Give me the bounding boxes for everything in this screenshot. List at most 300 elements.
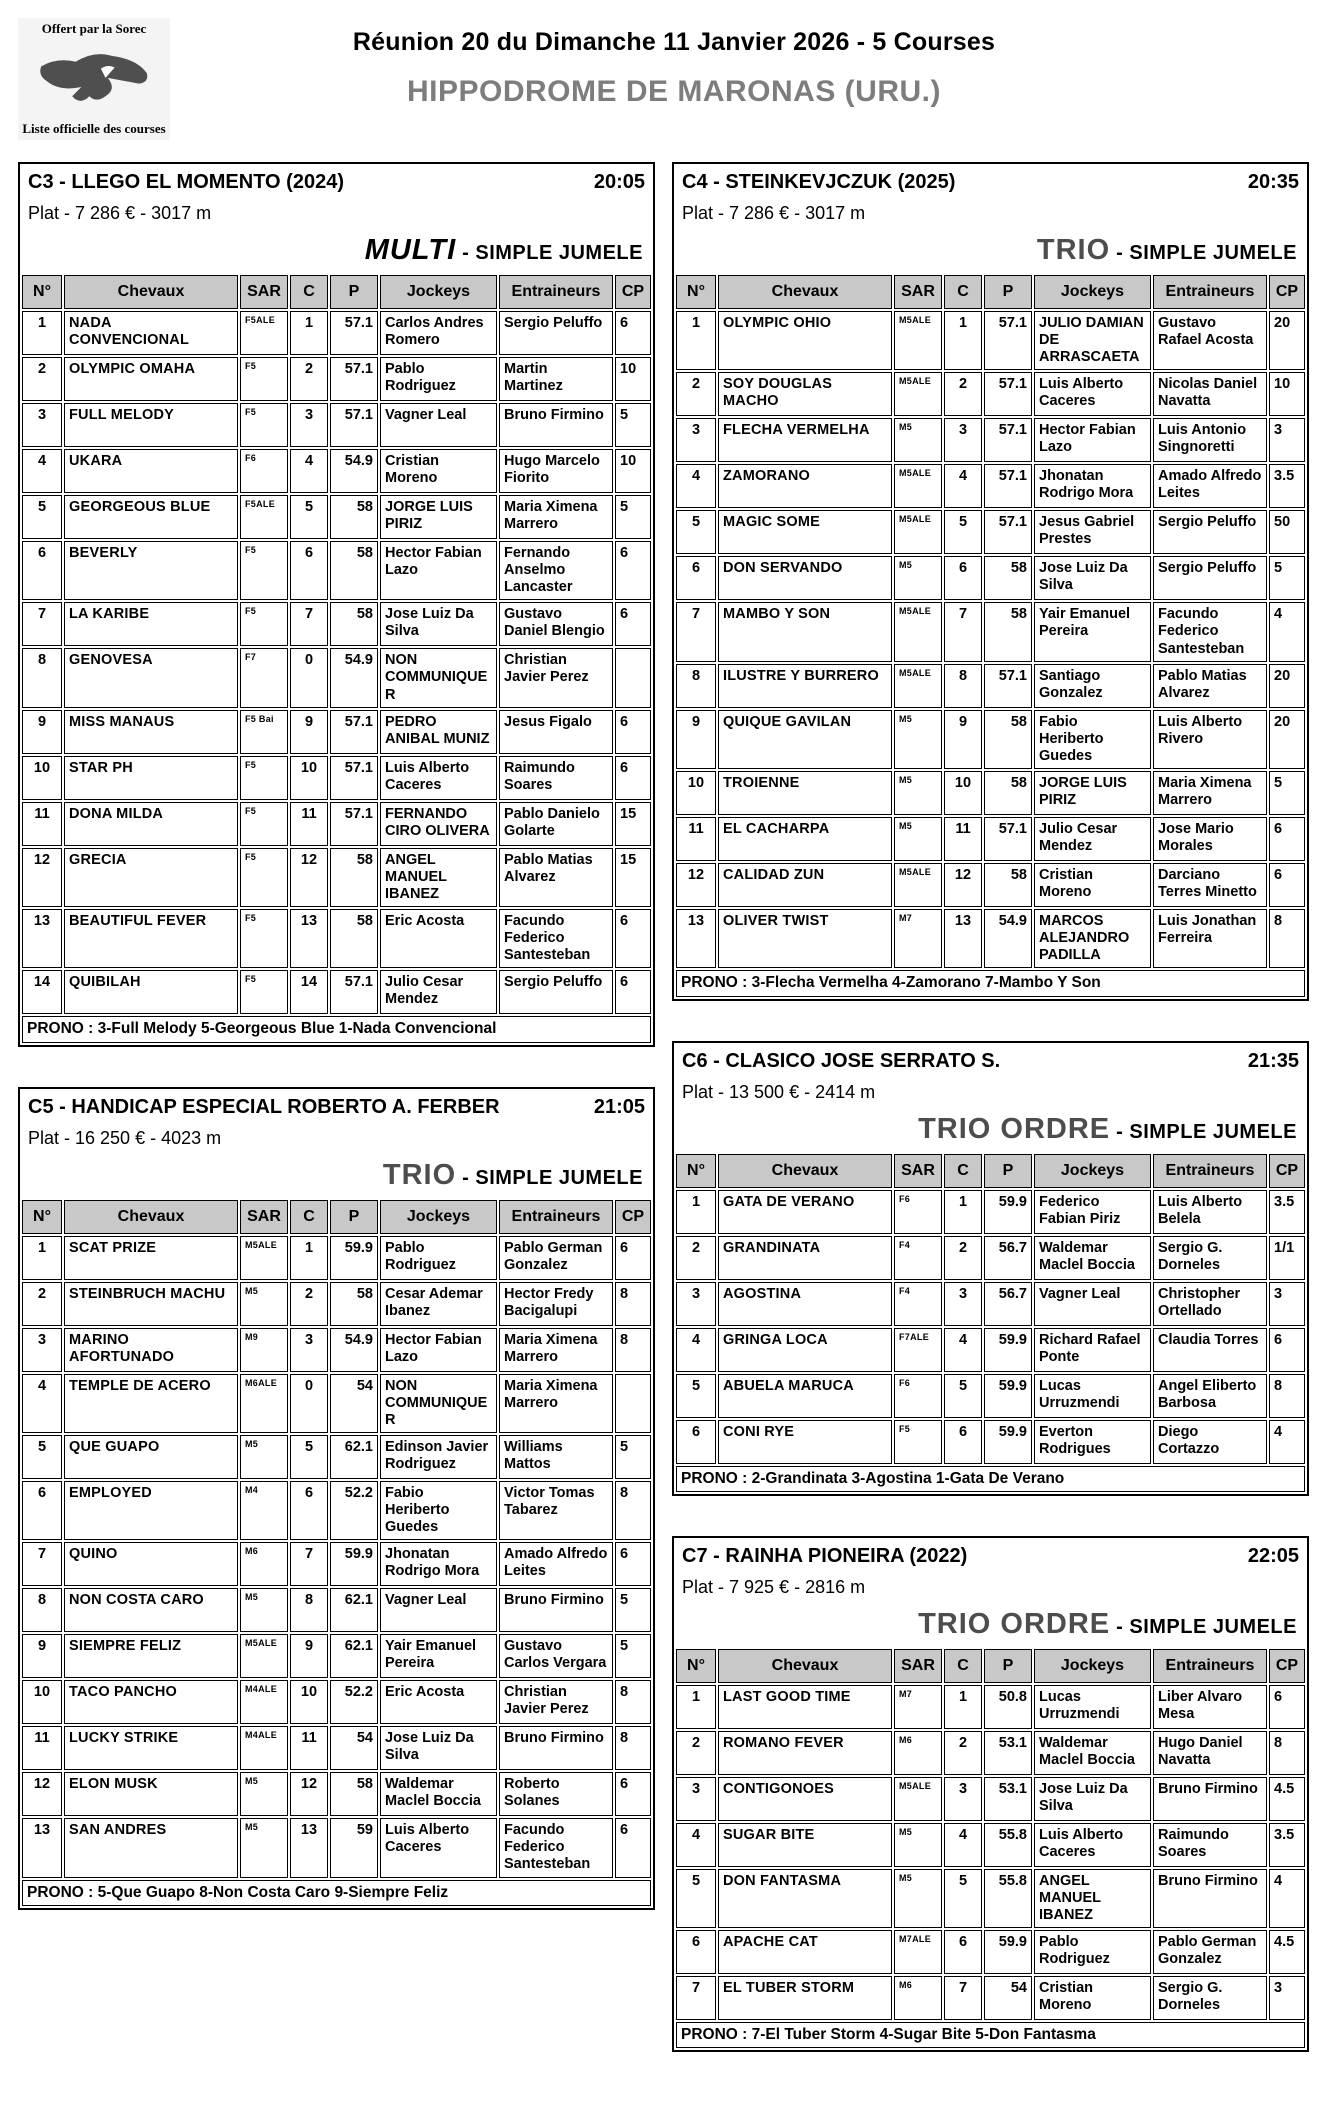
- race-conditions: Plat - 7 925 € - 2816 m: [682, 1576, 866, 1597]
- jockey-name: Jose Luiz Da Silva: [380, 602, 497, 646]
- poids: 54.9: [330, 648, 378, 707]
- poids: 58: [984, 863, 1032, 907]
- corde: 11: [944, 817, 982, 861]
- poids: 58: [330, 495, 378, 539]
- cp-value: 6: [1269, 863, 1305, 907]
- column-header-row-number: N°: [22, 1200, 62, 1234]
- column-header-poids: P: [984, 1154, 1032, 1188]
- cp-value: 3: [1269, 1282, 1305, 1326]
- race-conditions: Plat - 7 286 € - 3017 m: [28, 203, 212, 223]
- cp-value: 6: [615, 311, 651, 355]
- trainer-name: Luis Antonio Singnoretti: [1153, 418, 1267, 462]
- prono-text: PRONO : 3-Flecha Vermelha 4-Zamorano 7-Mambo Y Son: [676, 970, 1305, 996]
- corde: 11: [290, 1726, 328, 1770]
- table-row: [676, 710, 1305, 769]
- horse-name: GENOVESA: [64, 648, 238, 707]
- row-number: 13: [22, 909, 62, 968]
- race-time: 21:35: [1247, 1049, 1299, 1072]
- corde: 6: [290, 1481, 328, 1540]
- sar-code: M5ALE: [894, 863, 942, 907]
- horse-name: QUIBILAH: [64, 970, 238, 1014]
- corde: 12: [290, 848, 328, 907]
- jockey-name: PEDRO ANIBAL MUNIZ: [380, 710, 497, 754]
- row-number: 6: [22, 1481, 62, 1540]
- bet-suffix-label: - SIMPLE JUMELE: [1116, 242, 1297, 264]
- column-header-sar-code: SAR: [240, 275, 288, 309]
- poids: 50.8: [984, 1685, 1032, 1729]
- trainer-name: Facundo Federico Santesteban: [1153, 602, 1267, 661]
- corde: 9: [290, 710, 328, 754]
- corde: 4: [944, 1823, 982, 1867]
- trainer-name: Sergio Peluffo: [1153, 556, 1267, 600]
- table-row: [676, 510, 1305, 554]
- row-number: 13: [22, 1818, 62, 1877]
- poids: 52.2: [330, 1481, 378, 1540]
- sar-code: M7: [894, 1685, 942, 1729]
- bet-line: [682, 1608, 1297, 1641]
- trainer-name: Victor Tomas Tabarez: [499, 1481, 613, 1540]
- cp-value: 20: [1269, 710, 1305, 769]
- cp-value: 3.5: [1269, 464, 1305, 508]
- row-number: 8: [22, 648, 62, 707]
- row-number: 3: [22, 1328, 62, 1372]
- horse-name: NADA CONVENCIONAL: [64, 311, 238, 355]
- corde: 9: [944, 710, 982, 769]
- jockey-name: Vagner Leal: [380, 1588, 497, 1632]
- sar-code: M4ALE: [240, 1680, 288, 1724]
- cp-value: 6: [615, 710, 651, 754]
- column-header-trainer-name: Entraineurs: [1153, 1154, 1267, 1188]
- sar-code: M5: [240, 1282, 288, 1326]
- race-section-C7: [672, 1536, 1309, 2053]
- column-header-horse-name: Chevaux: [718, 1154, 892, 1188]
- horse-name: ELON MUSK: [64, 1772, 238, 1816]
- race-table: [20, 1198, 653, 1908]
- race-section-C6: [672, 1041, 1309, 1496]
- cp-value: 6: [615, 909, 651, 968]
- jockey-name: Vagner Leal: [1034, 1282, 1151, 1326]
- corde: 5: [944, 1374, 982, 1418]
- corde: 1: [944, 311, 982, 370]
- corde: 6: [944, 1930, 982, 1974]
- jockey-name: Cristian Moreno: [1034, 1976, 1151, 2020]
- horse-name: SOY DOUGLAS MACHO: [718, 372, 892, 416]
- race-header: [20, 164, 653, 273]
- trainer-name: Amado Alfredo Leites: [1153, 464, 1267, 508]
- trainer-name: Sergio Peluffo: [1153, 510, 1267, 554]
- table-row: [676, 464, 1305, 508]
- horse-name: OLYMPIC OMAHA: [64, 357, 238, 401]
- sar-code: M5ALE: [894, 464, 942, 508]
- horse-name: QUINO: [64, 1542, 238, 1586]
- corde: 5: [944, 510, 982, 554]
- row-number: 4: [676, 1328, 716, 1372]
- jockey-name: JULIO DAMIAN DE ARRASCAETA: [1034, 311, 1151, 370]
- table-row: [676, 1685, 1305, 1729]
- horse-name: ABUELA MARUCA: [718, 1374, 892, 1418]
- row-number: 2: [22, 1282, 62, 1326]
- table-row: [22, 1634, 651, 1678]
- horse-name: FULL MELODY: [64, 403, 238, 447]
- column-header-row-number: N°: [22, 275, 62, 309]
- trainer-name: Maria Ximena Marrero: [499, 495, 613, 539]
- table-row: [22, 357, 651, 401]
- row-number: 10: [22, 756, 62, 800]
- row-number: 9: [676, 710, 716, 769]
- table-row: [22, 1435, 651, 1479]
- corde: 2: [944, 1236, 982, 1280]
- row-number: 4: [676, 464, 716, 508]
- cp-value: 6: [615, 541, 651, 600]
- cp-value: 5: [615, 1634, 651, 1678]
- sar-code: F6: [240, 449, 288, 493]
- race-conditions: Plat - 7 286 € - 3017 m: [682, 203, 866, 223]
- table-row: [676, 1869, 1305, 1928]
- horse-name: CALIDAD ZUN: [718, 863, 892, 907]
- race-heading: C5 - HANDICAP ESPECIAL ROBERTO A. FERBER: [28, 1095, 500, 1118]
- corde: 7: [944, 1976, 982, 2020]
- sar-code: F5ALE: [240, 311, 288, 355]
- trainer-name: Liber Alvaro Mesa: [1153, 1685, 1267, 1729]
- poids: 53.1: [984, 1777, 1032, 1821]
- horse-name: STEINBRUCH MACHU: [64, 1282, 238, 1326]
- trainer-name: Sergio Peluffo: [499, 970, 613, 1014]
- horse-name: GRANDINATA: [718, 1236, 892, 1280]
- cp-value: 6: [615, 602, 651, 646]
- jockey-name: Fabio Heriberto Guedes: [380, 1481, 497, 1540]
- sar-code: M6: [240, 1542, 288, 1586]
- cp-value: 6: [615, 756, 651, 800]
- sar-code: F5: [240, 802, 288, 846]
- jockey-name: Julio Cesar Mendez: [1034, 817, 1151, 861]
- jockey-name: FERNANDO CIRO OLIVERA: [380, 802, 497, 846]
- jockey-name: Vagner Leal: [380, 403, 497, 447]
- horse-name: MISS MANAUS: [64, 710, 238, 754]
- corde: 10: [290, 1680, 328, 1724]
- table-row: [22, 848, 651, 907]
- table-header-row: [676, 1649, 1305, 1683]
- table-row: [676, 372, 1305, 416]
- sar-code: F5: [240, 970, 288, 1014]
- trainer-name: Maria Ximena Marrero: [499, 1328, 613, 1372]
- table-row: [676, 1823, 1305, 1867]
- corde: 7: [290, 602, 328, 646]
- column-header-corde: C: [944, 1154, 982, 1188]
- row-number: 10: [22, 1680, 62, 1724]
- trainer-name: Gustavo Rafael Acosta: [1153, 311, 1267, 370]
- row-number: 7: [676, 1976, 716, 2020]
- cp-value: 8: [615, 1328, 651, 1372]
- trainer-name: Hugo Marcelo Fiorito: [499, 449, 613, 493]
- jockey-name: Hector Fabian Lazo: [380, 541, 497, 600]
- bet-suffix-label: - SIMPLE JUMELE: [1116, 1120, 1297, 1143]
- horse-name: QUIQUE GAVILAN: [718, 710, 892, 769]
- jockey-name: Luis Alberto Caceres: [380, 1818, 497, 1877]
- jockey-name: Cesar Ademar Ibanez: [380, 1282, 497, 1326]
- horse-name: MAGIC SOME: [718, 510, 892, 554]
- poids: 59.9: [984, 1328, 1032, 1372]
- column-header-horse-name: Chevaux: [64, 275, 238, 309]
- corde: 3: [290, 1328, 328, 1372]
- table-row: [22, 541, 651, 600]
- table-row: [22, 311, 651, 355]
- jockey-name: Jose Luiz Da Silva: [1034, 1777, 1151, 1821]
- jockey-name: Jhonatan Rodrigo Mora: [380, 1542, 497, 1586]
- table-row: [22, 1282, 651, 1326]
- titles-block: [18, 14, 1330, 109]
- trainer-name: Luis Alberto Belela: [1153, 1190, 1267, 1234]
- prono-row: [22, 1880, 651, 1906]
- corde: 3: [944, 1282, 982, 1326]
- column-header-cp-value: CP: [1269, 1154, 1305, 1188]
- race-section-C3: [18, 162, 655, 1047]
- trainer-name: Facundo Federico Santesteban: [499, 1818, 613, 1877]
- jockey-name: Hector Fabian Lazo: [1034, 418, 1151, 462]
- trainer-name: Raimundo Soares: [499, 756, 613, 800]
- race-time: 20:05: [593, 171, 645, 193]
- row-number: 4: [22, 1374, 62, 1433]
- race-header: [674, 1538, 1307, 1647]
- jockey-name: Eric Acosta: [380, 909, 497, 968]
- race-columns: [18, 162, 1330, 2092]
- cp-value: 6: [615, 1818, 651, 1877]
- cp-value: 5: [615, 1588, 651, 1632]
- row-number: 1: [22, 311, 62, 355]
- row-number: 7: [22, 602, 62, 646]
- jockey-name: Richard Rafael Ponte: [1034, 1328, 1151, 1372]
- cp-value: 5: [615, 495, 651, 539]
- table-row: [22, 602, 651, 646]
- bet-line: [28, 234, 643, 267]
- trainer-name: Bruno Firmino: [1153, 1869, 1267, 1928]
- cp-value: 6: [615, 1236, 651, 1280]
- trainer-name: Gustavo Carlos Vergara: [499, 1634, 613, 1678]
- row-number: 3: [22, 403, 62, 447]
- cp-value: 8: [615, 1282, 651, 1326]
- row-number: 6: [676, 1420, 716, 1464]
- horse-name: CONTIGONOES: [718, 1777, 892, 1821]
- trainer-name: Diego Cortazzo: [1153, 1420, 1267, 1464]
- sar-code: M7: [894, 909, 942, 968]
- bet-type-label: TRIO ORDRE: [918, 1112, 1111, 1145]
- table-row: [676, 1976, 1305, 2020]
- poids: 55.8: [984, 1823, 1032, 1867]
- table-row: [676, 1777, 1305, 1821]
- column-header-jockey-name: Jockeys: [380, 275, 497, 309]
- prono-text: PRONO : 7-El Tuber Storm 4-Sugar Bite 5-Don Fantasma: [676, 2022, 1305, 2048]
- row-number: 6: [676, 556, 716, 600]
- sorec-logo-box: [18, 18, 170, 140]
- horse-name: TACO PANCHO: [64, 1680, 238, 1724]
- race-table: [674, 273, 1307, 999]
- table-row: [22, 1374, 651, 1433]
- poids: 56.7: [984, 1236, 1032, 1280]
- corde: 2: [944, 1731, 982, 1775]
- row-number: 9: [22, 710, 62, 754]
- corde: 3: [944, 1777, 982, 1821]
- sar-code: F5: [240, 541, 288, 600]
- row-number: 3: [676, 1777, 716, 1821]
- sar-code: F5: [240, 602, 288, 646]
- jockey-name: Pablo Rodriguez: [380, 1236, 497, 1280]
- row-number: 2: [676, 372, 716, 416]
- column-header-trainer-name: Entraineurs: [499, 1200, 613, 1234]
- sar-code: F5: [240, 357, 288, 401]
- poids: 62.1: [330, 1435, 378, 1479]
- corde: 2: [290, 357, 328, 401]
- poids: 57.1: [984, 464, 1032, 508]
- sar-code: M9: [240, 1328, 288, 1372]
- poids: 55.8: [984, 1869, 1032, 1928]
- cp-value: [615, 1374, 651, 1433]
- race-time: 22:05: [1247, 1544, 1299, 1567]
- bet-suffix-label: - SIMPLE JUMELE: [462, 1166, 643, 1189]
- poids: 57.1: [330, 311, 378, 355]
- row-number: 9: [22, 1634, 62, 1678]
- sar-code: M5: [894, 556, 942, 600]
- race-conditions: Plat - 13 500 € - 2414 m: [682, 1081, 876, 1102]
- table-row: [22, 1588, 651, 1632]
- horse-name: DON FANTASMA: [718, 1869, 892, 1928]
- cp-value: 50: [1269, 510, 1305, 554]
- row-number: 1: [676, 1685, 716, 1729]
- column-header-corde: C: [290, 275, 328, 309]
- row-number: 1: [22, 1236, 62, 1280]
- table-row: [676, 1190, 1305, 1234]
- jockey-name: Cristian Moreno: [1034, 863, 1151, 907]
- trainer-name: Angel Eliberto Barbosa: [1153, 1374, 1267, 1418]
- corde: 6: [944, 556, 982, 600]
- table-row: [22, 756, 651, 800]
- logo-caption-label: Liste officielle des courses: [22, 121, 166, 137]
- trainer-name: Claudia Torres: [1153, 1328, 1267, 1372]
- column-header-row-number: N°: [676, 1649, 716, 1683]
- sar-code: M5ALE: [894, 602, 942, 661]
- horse-name: ZAMORANO: [718, 464, 892, 508]
- poids: 58: [984, 710, 1032, 769]
- sar-code: M4ALE: [240, 1726, 288, 1770]
- sar-code: M7ALE: [894, 1930, 942, 1974]
- cp-value: 4: [1269, 602, 1305, 661]
- poids: 57.1: [984, 418, 1032, 462]
- row-number: 13: [676, 909, 716, 968]
- table-row: [676, 1420, 1305, 1464]
- table-row: [676, 817, 1305, 861]
- jockey-name: Waldemar Maclel Boccia: [1034, 1731, 1151, 1775]
- corde: 0: [290, 648, 328, 707]
- poids: 54.9: [330, 1328, 378, 1372]
- trainer-name: Sergio G. Dorneles: [1153, 1976, 1267, 2020]
- table-row: [22, 1236, 651, 1280]
- trainer-name: Maria Ximena Marrero: [1153, 771, 1267, 815]
- cp-value: 8: [1269, 909, 1305, 968]
- cp-value: 6: [615, 970, 651, 1014]
- sar-code: M5ALE: [240, 1236, 288, 1280]
- table-row: [676, 1374, 1305, 1418]
- prono-row: [676, 1466, 1305, 1492]
- sar-code: F6: [894, 1190, 942, 1234]
- column-header-horse-name: Chevaux: [718, 1649, 892, 1683]
- trainer-name: Darciano Terres Minetto: [1153, 863, 1267, 907]
- horse-name: LAST GOOD TIME: [718, 1685, 892, 1729]
- horse-name: EMPLOYED: [64, 1481, 238, 1540]
- poids: 57.1: [330, 357, 378, 401]
- horse-name: OLIVER TWIST: [718, 909, 892, 968]
- column-header-sar-code: SAR: [894, 1649, 942, 1683]
- race-table: [20, 273, 653, 1045]
- poids: 59.9: [984, 1420, 1032, 1464]
- column-header-row-number: N°: [676, 1154, 716, 1188]
- corde: 4: [944, 464, 982, 508]
- sar-code: M5: [894, 1869, 942, 1928]
- jockey-name: JORGE LUIS PIRIZ: [380, 495, 497, 539]
- cp-value: 5: [1269, 556, 1305, 600]
- poids: 58: [330, 909, 378, 968]
- trainer-name: Jose Mario Morales: [1153, 817, 1267, 861]
- table-header-row: [22, 1200, 651, 1234]
- cp-value: 20: [1269, 664, 1305, 708]
- bet-type-label: MULTI: [364, 234, 457, 266]
- horse-name: EL TUBER STORM: [718, 1976, 892, 2020]
- race-header: [20, 1089, 653, 1198]
- corde: 2: [944, 372, 982, 416]
- row-number: 5: [22, 1435, 62, 1479]
- table-row: [22, 1481, 651, 1540]
- poids: 58: [330, 541, 378, 600]
- row-number: 8: [676, 664, 716, 708]
- row-number: 4: [22, 449, 62, 493]
- cp-value: 15: [615, 848, 651, 907]
- sar-code: M5: [894, 710, 942, 769]
- sar-code: M5: [894, 418, 942, 462]
- poids: 59: [330, 1818, 378, 1877]
- poids: 58: [330, 602, 378, 646]
- jockey-name: Waldemar Maclel Boccia: [380, 1772, 497, 1816]
- horse-name: LUCKY STRIKE: [64, 1726, 238, 1770]
- poids: 58: [330, 1772, 378, 1816]
- table-row: [22, 909, 651, 968]
- trainer-name: Luis Alberto Rivero: [1153, 710, 1267, 769]
- trainer-name: Christian Javier Perez: [499, 648, 613, 707]
- column-header-jockey-name: Jockeys: [1034, 1649, 1151, 1683]
- corde: 14: [290, 970, 328, 1014]
- corde: 1: [290, 1236, 328, 1280]
- column-header-jockey-name: Jockeys: [380, 1200, 497, 1234]
- jockey-name: Yair Emanuel Pereira: [380, 1634, 497, 1678]
- row-number: 11: [22, 1726, 62, 1770]
- trainer-name: Williams Mattos: [499, 1435, 613, 1479]
- trainer-name: Bruno Firmino: [499, 1588, 613, 1632]
- corde: 5: [944, 1869, 982, 1928]
- race-heading: C6 - CLASICO JOSE SERRATO S.: [682, 1049, 1001, 1072]
- horse-name: GEORGEOUS BLUE: [64, 495, 238, 539]
- jockey-name: NON COMMUNIQUER: [380, 1374, 497, 1433]
- row-number: 5: [676, 1869, 716, 1928]
- poids: 57.1: [330, 802, 378, 846]
- sar-code: F6: [894, 1374, 942, 1418]
- horse-name: GRINGA LOCA: [718, 1328, 892, 1372]
- corde: 4: [290, 449, 328, 493]
- poids: 59.9: [330, 1542, 378, 1586]
- jockey-name: Jhonatan Rodrigo Mora: [1034, 464, 1151, 508]
- prono-text: PRONO : 2-Grandinata 3-Agostina 1-Gata De Verano: [676, 1466, 1305, 1492]
- cp-value: 5: [1269, 771, 1305, 815]
- left-column: [18, 162, 655, 1950]
- jockey-name: Luis Alberto Caceres: [1034, 372, 1151, 416]
- horse-name: OLYMPIC OHIO: [718, 311, 892, 370]
- cp-value: 6: [615, 1772, 651, 1816]
- sar-code: M5: [894, 771, 942, 815]
